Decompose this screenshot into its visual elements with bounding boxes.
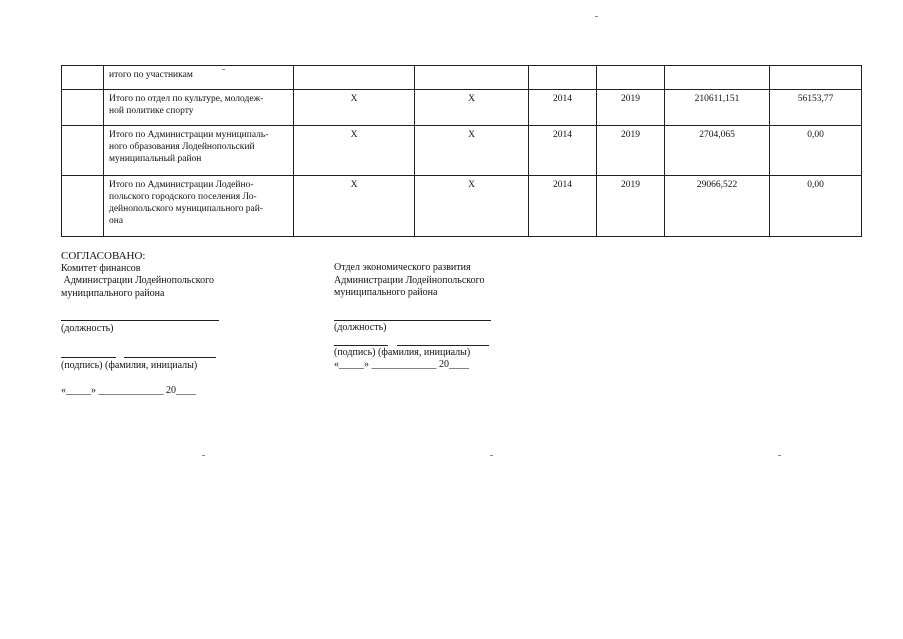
table-cell: Х [294, 176, 415, 237]
date-line: «_____» _____________ 20____ [61, 385, 196, 396]
org-name-line: Отдел экономического развития [334, 262, 471, 273]
table-cell: Х [415, 126, 529, 176]
scan-speck [490, 455, 493, 456]
table-cell: 2014 [529, 176, 597, 237]
position-line [61, 320, 219, 321]
table-cell-empty [62, 126, 104, 176]
table-cell: 2019 [597, 176, 665, 237]
table-cell: 0,00 [770, 126, 862, 176]
table-cell: 210611,151 [665, 90, 770, 126]
signature-line [61, 357, 116, 358]
signature-label: (подпись) (фамилия, инициалы) [61, 360, 198, 371]
table-cell: 2014 [529, 126, 597, 176]
table-cell [597, 66, 665, 90]
approval-block-right [334, 262, 485, 300]
scan-speck [595, 16, 598, 17]
position-label: (должность) [61, 323, 114, 334]
budget-table [61, 65, 862, 237]
name-line [397, 345, 489, 346]
table-row [62, 66, 862, 90]
scan-speck [222, 69, 225, 70]
table-cell: 29066,522 [665, 176, 770, 237]
org-name-line: муниципального района [334, 287, 438, 298]
org-name-line: муниципального района [61, 287, 165, 299]
table-row [62, 176, 862, 237]
table-row [62, 126, 862, 176]
table-row [62, 90, 862, 126]
table-cell-name: Итого по Администрации муниципаль- ного образования Лодейнопольский муниципальный район [104, 126, 294, 176]
table-cell-empty [62, 66, 104, 90]
table-cell [529, 66, 597, 90]
scan-speck [202, 455, 205, 456]
table-cell: Х [294, 90, 415, 126]
signature-label: (подпись) (фамилия, инициалы) [334, 347, 471, 358]
table-cell-empty [62, 176, 104, 237]
approval-heading: СОГЛАСОВАНО: [61, 250, 146, 262]
table-cell: Х [294, 126, 415, 176]
position-label: (должность) [334, 322, 387, 333]
table-cell: 0,00 [770, 176, 862, 237]
table-cell: 2704,065 [665, 126, 770, 176]
table-cell [665, 66, 770, 90]
table-cell [415, 66, 529, 90]
org-name-line: Администрации Лодейнопольского [334, 274, 485, 286]
table-cell-name: итого по участникам [104, 66, 294, 90]
table-cell: 2014 [529, 90, 597, 126]
table-cell: 56153,77 [770, 90, 862, 126]
approval-block-left [61, 250, 214, 300]
org-name-line: Администрации Лодейнопольского [61, 275, 215, 286]
table-cell: 2019 [597, 126, 665, 176]
scan-speck [778, 455, 781, 456]
signature-line [334, 345, 388, 346]
org-name-line: Комитет финансов [61, 262, 141, 274]
table-cell: Х [415, 90, 529, 126]
position-line [334, 320, 491, 321]
date-line: «_____» _____________ 20____ [334, 359, 469, 370]
table-cell: 2019 [597, 90, 665, 126]
table-cell-name: Итого по Администрации Лодейно- польского городского поселения Ло- дейнопольского муниципального рай- она [104, 176, 294, 237]
table-cell-empty [62, 90, 104, 126]
name-line [124, 357, 216, 358]
table-cell [770, 66, 862, 90]
table-cell [294, 66, 415, 90]
table-cell: Х [415, 176, 529, 237]
table-cell-name: Итого по отдел по культуре, молодеж- ной политике спорту [104, 90, 294, 126]
